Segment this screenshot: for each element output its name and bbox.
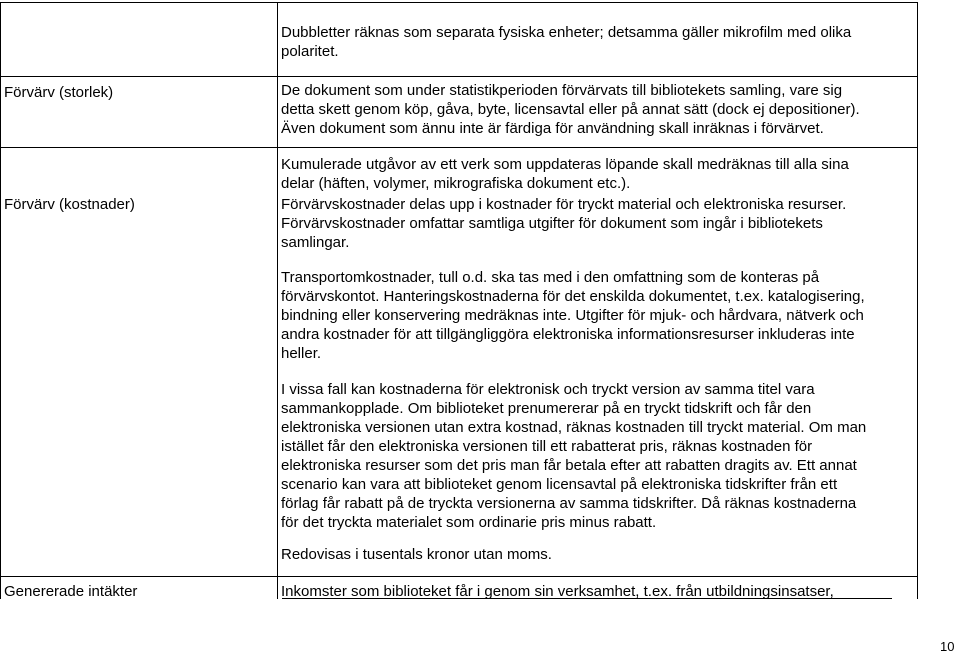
term-label: Förvärv (storlek)	[4, 84, 114, 101]
row-divider	[0, 76, 918, 77]
definition-text: Transportomkostnader, tull o.d. ska tas med i den omfattning som de konteras på förvärvskontot. Hanteringskostnaderna för det enskilda dokumentet, t.ex. katalogisering, bindning eller konservering medräknas inte. Utgifter för mjuk- och hårdvara, nätverk och andra kostnader för att tillgängliggöra elektroniska informationsresurser inkluderas inte heller.	[281, 269, 865, 362]
page-number: 10	[940, 639, 955, 654]
row-divider	[0, 576, 918, 577]
definition-text: De dokument som under statistikperioden förvärvats till bibliotekets samling, vare sig detta skett genom köp, gåva, byte, licensavtal eller på annat sätt (dock ej depositioner). Även dokument som ännu inte är färdiga för användning skall inräknas i förvärvet.	[281, 82, 860, 137]
definition-text: Inkomster som biblioteket får i genom sin verksamhet, t.ex. från utbildningsinsatser,	[281, 583, 834, 600]
definition-text: I vissa fall kan kostnaderna för elektronisk och tryckt version av samma titel vara sammankopplade. Om biblioteket prenumererar på en tryckt tidskrift och får den elektroniska versionen utan extra kostnad, räknas kostnaden till tryckt material. Om man istället får den elektroniska versionen till ett rabatterat pris, räknas kostnaden för elektroniska resurser som det pris man får betala efter att rabatten dragits av. Ett annat scenario kan vara att biblioteket genom licensavtal på elektroniska tidskrifter från ett förlag får rabatt på de tryckta versionerna av samma tidskrifter. Då räknas kostnaderna för det tryckta materialet som ordinarie pris minus rabatt.	[281, 381, 867, 531]
table-border-top	[0, 2, 918, 3]
definition-text: Dubbletter räknas som separata fysiska enheter; detsamma gäller mikrofilm med olika polaritet.	[281, 24, 852, 60]
definition-text: Redovisas i tusentals kronor utan moms.	[281, 546, 552, 563]
definition-text: Kumulerade utgåvor av ett verk som uppdateras löpande skall medräknas till alla sina delar (häften, volymer, mikrografiska dokument etc.).	[281, 156, 849, 192]
table-column-divider	[277, 2, 278, 599]
definition-text: Förvärvskostnader delas upp i kostnader för tryckt material och elektroniska resurser. Förvärvskostnader omfattar samtliga utgifter för dokument som ingår i bibliotekets samlingar.	[281, 196, 847, 251]
row-divider	[0, 147, 918, 148]
term-label: Genererade intäkter	[4, 583, 138, 600]
table-border-right	[917, 2, 918, 599]
definitions-table	[0, 2, 918, 599]
term-label: Förvärv (kostnader)	[4, 196, 135, 213]
table-border-left	[0, 2, 1, 599]
